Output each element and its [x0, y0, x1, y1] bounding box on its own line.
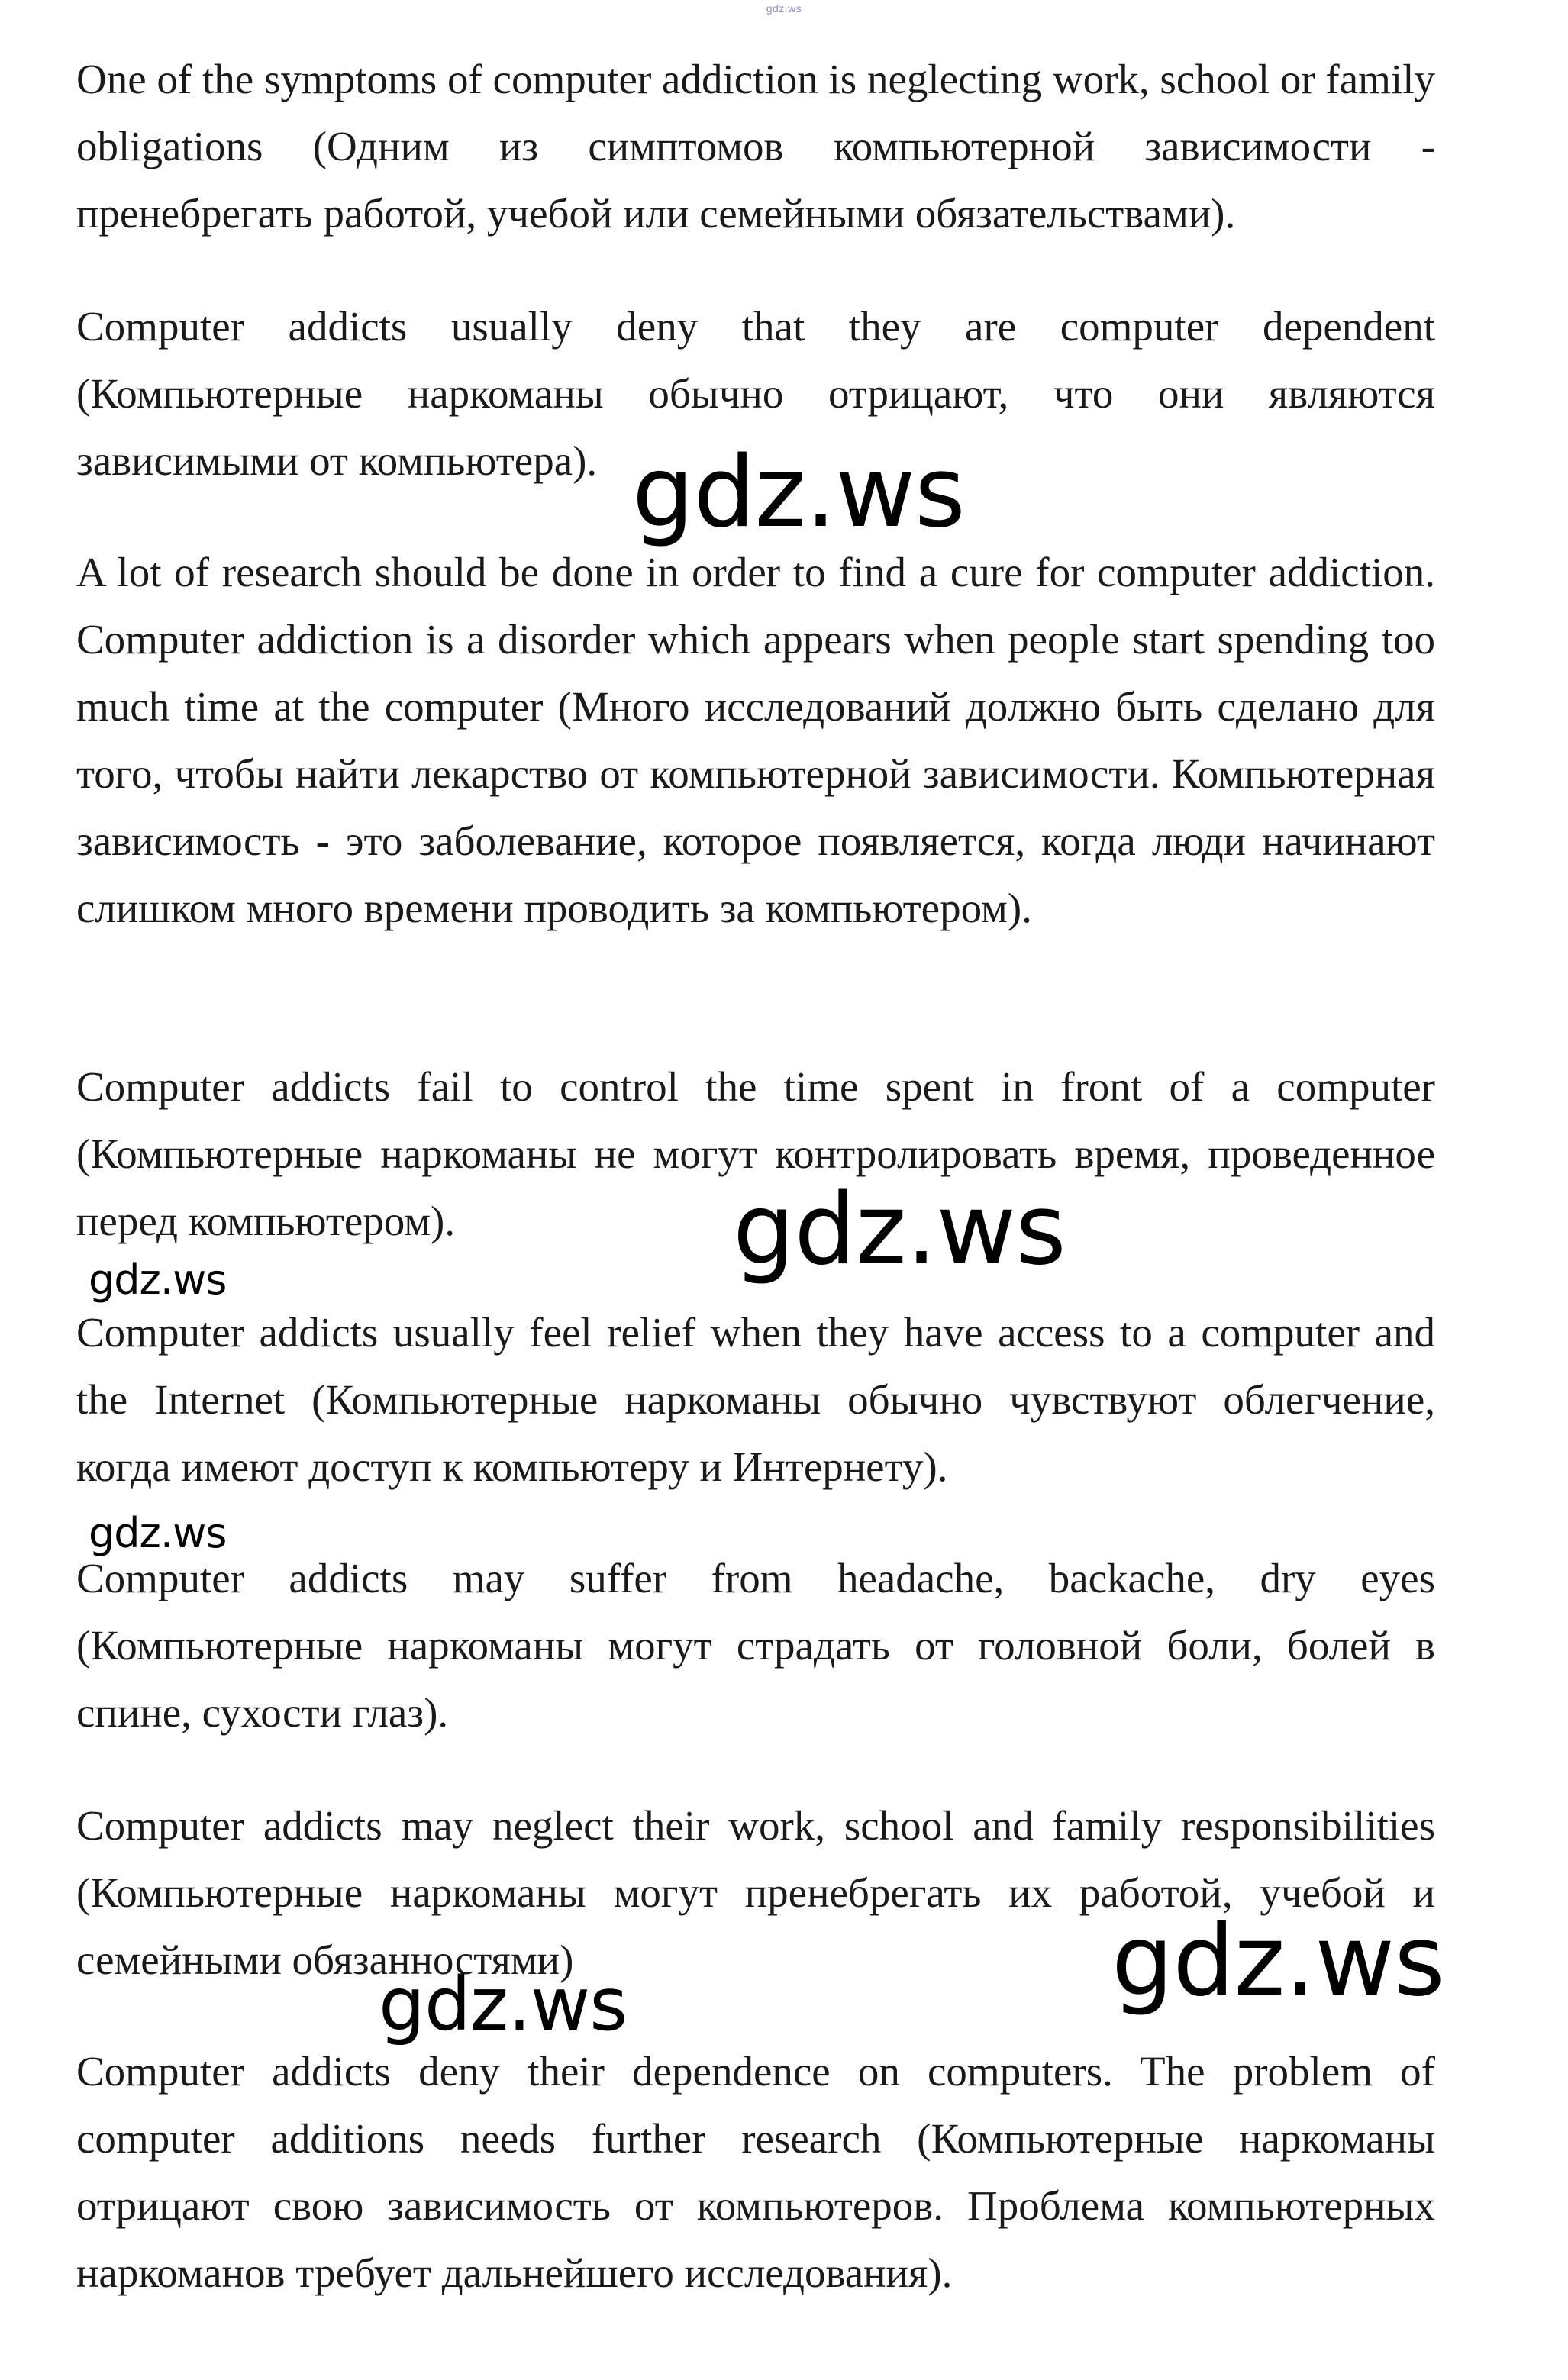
watermark-logo: gdz.ws — [632, 436, 965, 550]
paragraph-symptoms: One of the symptoms of computer addiction is neglecting work, school or family obligations (Одним из симптомов компьютерной зависимости - пренебрегать работой, учебой или семейными обязательствами). — [76, 56, 1435, 237]
watermark-logo: gdz.ws — [1111, 1904, 1444, 2018]
header-watermark: gdz.ws — [766, 2, 802, 15]
paragraph-feel-relief: Computer addicts usually feel relief when they have access to a computer and the Internet (Компьютерные наркоманы обычно чувствуют облегчение, когда имеют доступ к компьютеру и Интернету). — [76, 1309, 1435, 1490]
watermark-logo: gdz.ws — [733, 1173, 1066, 1287]
watermark-logo: gdz.ws — [89, 1509, 227, 1557]
paragraph-deny-dependence: Computer addicts usually deny that they are computer dependent (Компьютерные наркоманы обычно отрицают, что они являются зависимыми от компьютера). — [76, 303, 1435, 484]
paragraph-fail-control: Computer addicts fail to control the time spent in front of a computer (Компьютерные наркоманы не могут контролировать время, проведенное перед компьютером). — [76, 1063, 1435, 1244]
watermark-logo: gdz.ws — [89, 1256, 227, 1304]
paragraph-further-research: Computer addicts deny their dependence on computers. The problem of computer additions needs further research (Компьютерные наркоманы отрицают свою зависимость от компьютеров. Проблема компьютерных наркоманов требует дальнейшего исследования). — [76, 2048, 1435, 2296]
paragraph-neglect-responsibilities: Computer addicts may neglect their work, school and family responsibilities (Компьютерные наркоманы могут пренебрегать их работой, учебой и семейными обязанностями) — [76, 1802, 1435, 1983]
watermark-logo: gdz.ws — [379, 1962, 628, 2047]
paragraph-suffer-headache: Computer addicts may suffer from headache, backache, dry eyes (Компьютерные наркоманы могут страдать от головной боли, болей в спине, сухости глаз). — [76, 1555, 1435, 1736]
paragraph-research-cure: A lot of research should be done in order to find a cure for computer addiction. Computer addiction is a disorder which appears when people start spending too much time at the computer (Много исследований должно быть сделано для того, чтобы найти лекарство от компьютерной зависимости. Компьютерная зависимость - это заболевание, которое появляется, когда люди начинают слишком много времени проводить за компьютером). — [76, 549, 1435, 931]
